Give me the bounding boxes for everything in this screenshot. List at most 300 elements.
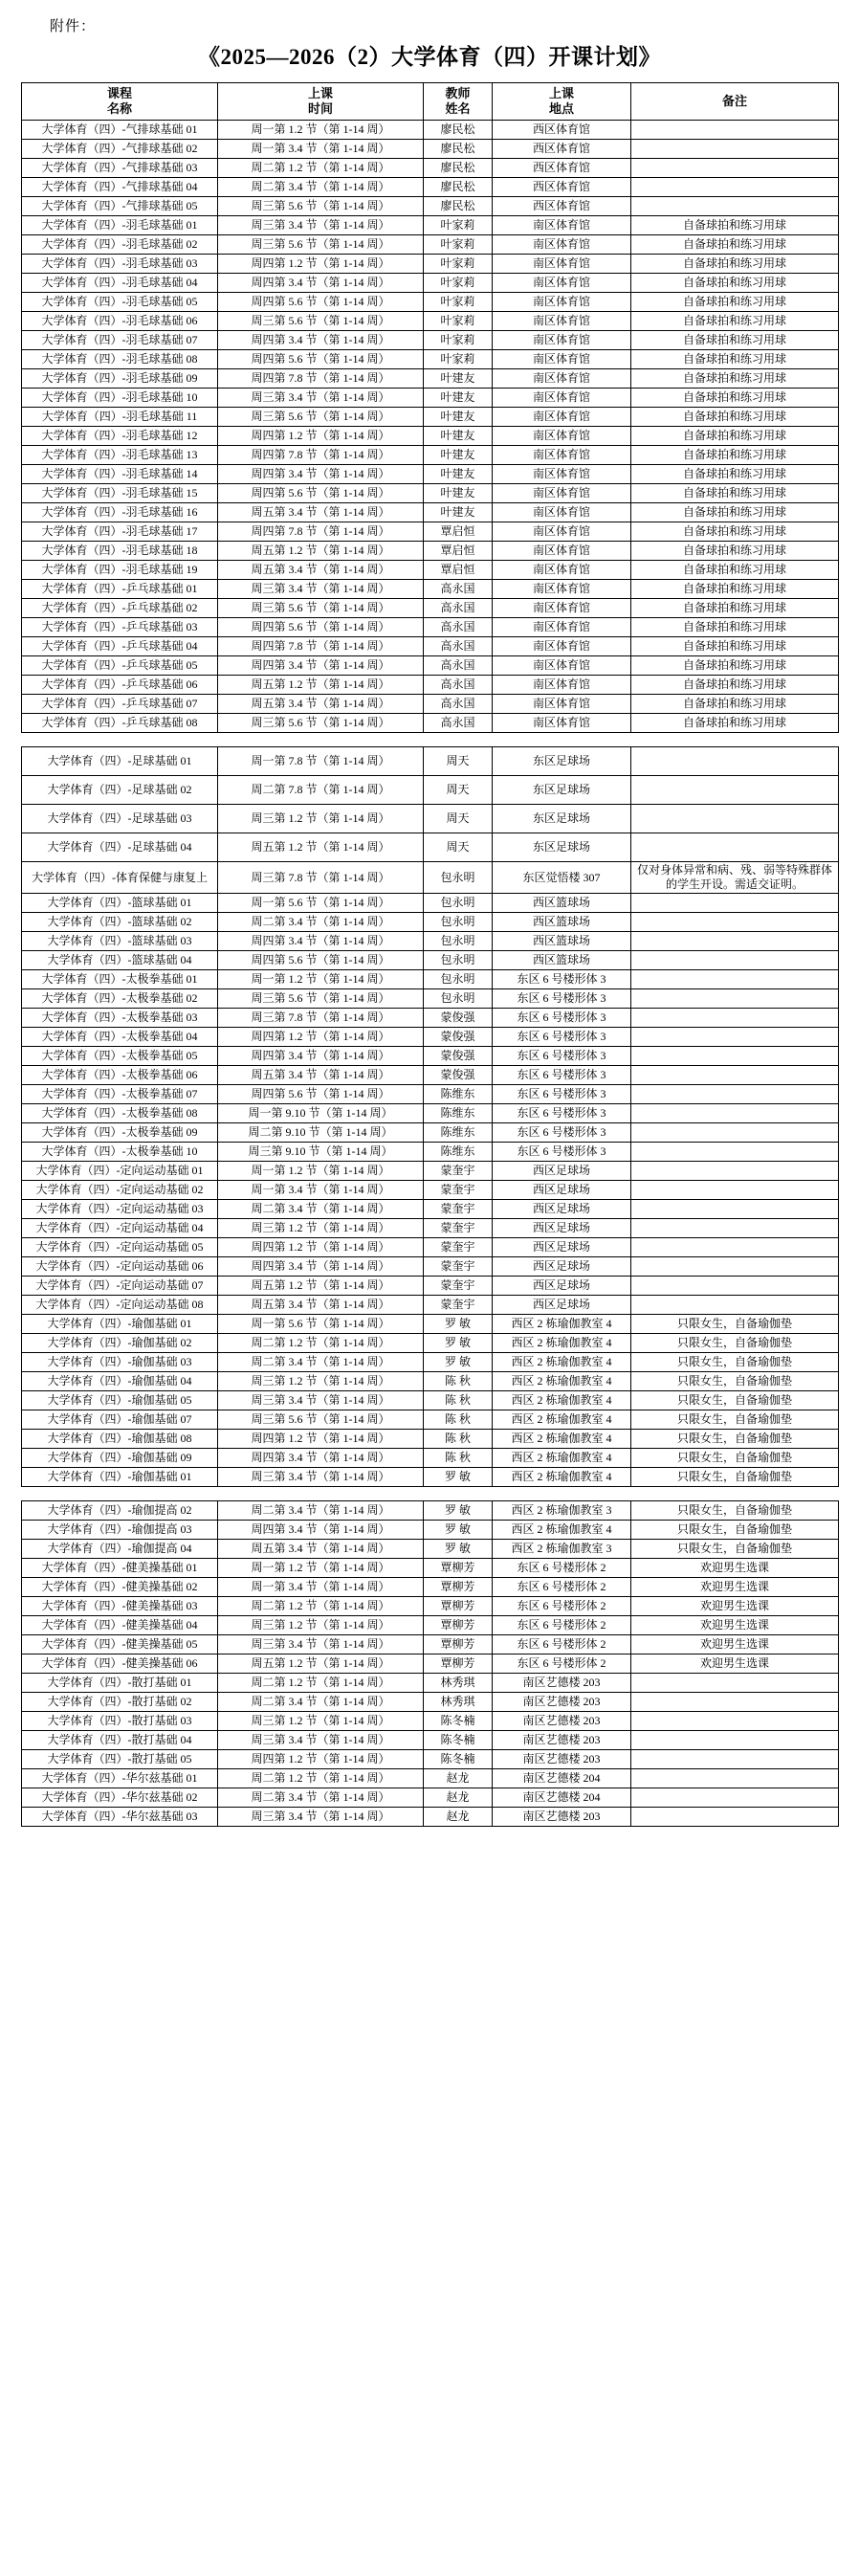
table-body — [22, 121, 839, 1827]
header-line: 备注 — [721, 93, 747, 108]
header-line: 地点 — [548, 101, 574, 116]
cell-note: 自备球拍和练习用球 — [631, 255, 839, 274]
cell-place: 南区体育馆 — [493, 714, 631, 733]
cell-teacher: 陈冬楠 — [424, 1750, 493, 1769]
cell-time: 周四第 3.4 节（第 1-14 周） — [218, 1521, 424, 1540]
cell-time: 周一第 1.2 节（第 1-14 周） — [218, 970, 424, 989]
cell-place: 南区体育馆 — [493, 312, 631, 331]
table-row — [22, 197, 839, 216]
cell-time: 周二第 1.2 节（第 1-14 周） — [218, 1334, 424, 1353]
header-line: 教师 — [445, 85, 471, 100]
cell-note — [631, 913, 839, 932]
cell-time: 周四第 3.4 节（第 1-14 周） — [218, 465, 424, 484]
cell-teacher: 覃柳芳 — [424, 1635, 493, 1654]
cell-time: 周四第 3.4 节（第 1-14 周） — [218, 1257, 424, 1277]
cell-place: 南区体育馆 — [493, 274, 631, 293]
cell-teacher: 高永国 — [424, 580, 493, 599]
cell-teacher: 高永国 — [424, 695, 493, 714]
cell-place: 西区 2 栋瑜伽教室 3 — [493, 1540, 631, 1559]
table-row — [22, 1257, 839, 1277]
cell-place: 南区艺德楼 203 — [493, 1808, 631, 1827]
cell-time: 周四第 5.6 节（第 1-14 周） — [218, 350, 424, 369]
cell-note: 只限女生，自备瑜伽垫 — [631, 1449, 839, 1468]
cell-course: 大学体育（四）-羽毛球基础 06 — [22, 312, 218, 331]
block-separator — [22, 733, 839, 747]
cell-note: 只限女生，自备瑜伽垫 — [631, 1315, 839, 1334]
table-row — [22, 1219, 839, 1238]
cell-course: 大学体育（四）-定向运动基础 08 — [22, 1296, 218, 1315]
cell-note: 自备球拍和练习用球 — [631, 331, 839, 350]
table-row — [22, 1353, 839, 1372]
cell-course: 大学体育（四）-太极拳基础 02 — [22, 989, 218, 1009]
cell-note — [631, 776, 839, 805]
cell-place: 东区 6 号楼形体 2 — [493, 1635, 631, 1654]
header-line: 上课 — [307, 85, 333, 100]
table-row — [22, 140, 839, 159]
cell-place: 东区 6 号楼形体 3 — [493, 989, 631, 1009]
cell-teacher: 高永国 — [424, 599, 493, 618]
table-row — [22, 446, 839, 465]
table-row — [22, 1616, 839, 1635]
cell-course: 大学体育（四）-气排球基础 02 — [22, 140, 218, 159]
cell-course: 大学体育（四）-散打基础 02 — [22, 1693, 218, 1712]
cell-note — [631, 1219, 839, 1238]
cell-course: 大学体育（四）-乒乓球基础 06 — [22, 676, 218, 695]
cell-time: 周一第 3.4 节（第 1-14 周） — [218, 1578, 424, 1597]
cell-course: 大学体育（四）-太极拳基础 08 — [22, 1104, 218, 1123]
cell-time: 周四第 3.4 节（第 1-14 周） — [218, 274, 424, 293]
column-header-note — [631, 83, 839, 121]
cell-teacher: 赵龙 — [424, 1808, 493, 1827]
cell-place: 东区 6 号楼形体 3 — [493, 1047, 631, 1066]
table-row — [22, 1769, 839, 1788]
cell-teacher: 罗 敏 — [424, 1468, 493, 1487]
cell-course: 大学体育（四）-瑜伽基础 01 — [22, 1468, 218, 1487]
cell-course: 大学体育（四）-定向运动基础 05 — [22, 1238, 218, 1257]
cell-course: 大学体育（四）-羽毛球基础 18 — [22, 542, 218, 561]
cell-course: 大学体育（四）-瑜伽基础 07 — [22, 1410, 218, 1430]
cell-teacher: 叶建友 — [424, 465, 493, 484]
column-header-place — [493, 83, 631, 121]
cell-course: 大学体育（四）-篮球基础 01 — [22, 894, 218, 913]
cell-time: 周三第 3.4 节（第 1-14 周） — [218, 580, 424, 599]
cell-place: 南区体育馆 — [493, 446, 631, 465]
cell-time: 周一第 1.2 节（第 1-14 周） — [218, 121, 424, 140]
table-row — [22, 1410, 839, 1430]
cell-teacher: 蒙奎宇 — [424, 1238, 493, 1257]
cell-note — [631, 1674, 839, 1693]
cell-note: 自备球拍和练习用球 — [631, 580, 839, 599]
table-row — [22, 1654, 839, 1674]
page-title: 《2025—2026（2）大学体育（四）开课计划》 — [198, 45, 661, 69]
cell-place: 东区足球场 — [493, 833, 631, 862]
cell-course: 大学体育（四）-篮球基础 03 — [22, 932, 218, 951]
cell-course: 大学体育（四）-足球基础 04 — [22, 833, 218, 862]
cell-note — [631, 1750, 839, 1769]
cell-note — [631, 970, 839, 989]
table-row — [22, 1104, 839, 1123]
column-header-time — [218, 83, 424, 121]
cell-place: 西区足球场 — [493, 1200, 631, 1219]
cell-place: 东区足球场 — [493, 805, 631, 833]
cell-course: 大学体育（四）-足球基础 03 — [22, 805, 218, 833]
cell-time: 周三第 7.8 节（第 1-14 周） — [218, 862, 424, 894]
cell-note: 只限女生，自备瑜伽垫 — [631, 1372, 839, 1391]
table-row — [22, 776, 839, 805]
cell-course: 大学体育（四）-羽毛球基础 12 — [22, 427, 218, 446]
cell-time: 周四第 3.4 节（第 1-14 周） — [218, 1449, 424, 1468]
cell-teacher: 廖民松 — [424, 197, 493, 216]
cell-place: 西区 2 栋瑜伽教室 4 — [493, 1372, 631, 1391]
cell-teacher: 叶建友 — [424, 446, 493, 465]
cell-note: 自备球拍和练习用球 — [631, 695, 839, 714]
cell-place: 西区篮球场 — [493, 932, 631, 951]
cell-time: 周三第 3.4 节（第 1-14 周） — [218, 216, 424, 235]
table-row — [22, 369, 839, 389]
table-row — [22, 1430, 839, 1449]
cell-time: 周三第 3.4 节（第 1-14 周） — [218, 389, 424, 408]
cell-course: 大学体育（四）-瑜伽基础 01 — [22, 1315, 218, 1334]
cell-teacher: 叶家莉 — [424, 216, 493, 235]
cell-teacher: 覃启恒 — [424, 561, 493, 580]
cell-time: 周二第 3.4 节（第 1-14 周） — [218, 1353, 424, 1372]
cell-note: 欢迎男生选课 — [631, 1635, 839, 1654]
cell-course: 大学体育（四）-健美操基础 01 — [22, 1559, 218, 1578]
cell-teacher: 叶家莉 — [424, 331, 493, 350]
cell-teacher: 陈维东 — [424, 1143, 493, 1162]
cell-teacher: 赵龙 — [424, 1788, 493, 1808]
cell-place: 西区篮球场 — [493, 894, 631, 913]
cell-place: 南区艺德楼 203 — [493, 1731, 631, 1750]
table-row — [22, 293, 839, 312]
cell-time: 周五第 3.4 节（第 1-14 周） — [218, 503, 424, 522]
cell-place: 西区足球场 — [493, 1277, 631, 1296]
cell-note: 自备球拍和练习用球 — [631, 676, 839, 695]
table-row — [22, 1372, 839, 1391]
cell-note — [631, 1104, 839, 1123]
cell-teacher: 蒙俊强 — [424, 1047, 493, 1066]
cell-time: 周五第 1.2 节（第 1-14 周） — [218, 542, 424, 561]
cell-note: 只限女生，自备瑜伽垫 — [631, 1410, 839, 1430]
cell-note: 自备球拍和练习用球 — [631, 484, 839, 503]
table-row — [22, 1123, 839, 1143]
table-row — [22, 1162, 839, 1181]
cell-time: 周三第 1.2 节（第 1-14 周） — [218, 1372, 424, 1391]
cell-place: 南区体育馆 — [493, 503, 631, 522]
cell-note: 自备球拍和练习用球 — [631, 235, 839, 255]
cell-note: 自备球拍和练习用球 — [631, 446, 839, 465]
cell-note — [631, 1143, 839, 1162]
cell-place: 东区足球场 — [493, 747, 631, 776]
table-row — [22, 522, 839, 542]
cell-teacher: 蒙奎宇 — [424, 1277, 493, 1296]
cell-note — [631, 894, 839, 913]
cell-time: 周四第 3.4 节（第 1-14 周） — [218, 331, 424, 350]
cell-course: 大学体育（四）-乒乓球基础 08 — [22, 714, 218, 733]
cell-place: 西区篮球场 — [493, 913, 631, 932]
cell-teacher: 蒙奎宇 — [424, 1162, 493, 1181]
cell-time: 周五第 3.4 节（第 1-14 周） — [218, 695, 424, 714]
cell-teacher: 叶家莉 — [424, 235, 493, 255]
cell-course: 大学体育（四）-瑜伽提高 04 — [22, 1540, 218, 1559]
cell-teacher: 覃柳芳 — [424, 1616, 493, 1635]
cell-course: 大学体育（四）-散打基础 05 — [22, 1750, 218, 1769]
cell-course: 大学体育（四）-定向运动基础 04 — [22, 1219, 218, 1238]
cell-time: 周三第 5.6 节（第 1-14 周） — [218, 1410, 424, 1430]
attachment-label: 附件： — [50, 19, 97, 34]
cell-place: 西区足球场 — [493, 1257, 631, 1277]
cell-time: 周二第 1.2 节（第 1-14 周） — [218, 159, 424, 178]
cell-teacher: 包永明 — [424, 989, 493, 1009]
cell-course: 大学体育（四）-羽毛球基础 10 — [22, 389, 218, 408]
cell-teacher: 廖民松 — [424, 121, 493, 140]
header-line: 课程 — [106, 85, 132, 100]
cell-teacher: 周天 — [424, 776, 493, 805]
cell-course: 大学体育（四）-羽毛球基础 04 — [22, 274, 218, 293]
cell-teacher: 包永明 — [424, 913, 493, 932]
cell-note — [631, 140, 839, 159]
column-header-teacher — [424, 83, 493, 121]
cell-note — [631, 1731, 839, 1750]
cell-time: 周五第 3.4 节（第 1-14 周） — [218, 561, 424, 580]
cell-place: 南区体育馆 — [493, 235, 631, 255]
table-row — [22, 714, 839, 733]
cell-time: 周四第 1.2 节（第 1-14 周） — [218, 255, 424, 274]
cell-time: 周二第 3.4 节（第 1-14 周） — [218, 1501, 424, 1521]
cell-place: 西区 2 栋瑜伽教室 4 — [493, 1468, 631, 1487]
cell-course: 大学体育（四）-羽毛球基础 17 — [22, 522, 218, 542]
cell-place: 南区体育馆 — [493, 350, 631, 369]
cell-place: 东区觉悟楼 307 — [493, 862, 631, 894]
cell-time: 周四第 7.8 节（第 1-14 周） — [218, 522, 424, 542]
cell-teacher: 叶家莉 — [424, 255, 493, 274]
cell-time: 周四第 1.2 节（第 1-14 周） — [218, 1238, 424, 1257]
table-row — [22, 389, 839, 408]
cell-time: 周三第 5.6 节（第 1-14 周） — [218, 599, 424, 618]
cell-note: 只限女生，自备瑜伽垫 — [631, 1501, 839, 1521]
cell-note — [631, 1047, 839, 1066]
cell-time: 周三第 3.4 节（第 1-14 周） — [218, 1808, 424, 1827]
header-line: 姓名 — [445, 101, 471, 116]
cell-teacher: 陈维东 — [424, 1085, 493, 1104]
table-row — [22, 1712, 839, 1731]
cell-teacher: 陈 秋 — [424, 1410, 493, 1430]
cell-teacher: 蒙奎宇 — [424, 1296, 493, 1315]
cell-teacher: 叶家莉 — [424, 274, 493, 293]
cell-note — [631, 197, 839, 216]
cell-course: 大学体育（四）-气排球基础 05 — [22, 197, 218, 216]
cell-time: 周四第 5.6 节（第 1-14 周） — [218, 1085, 424, 1104]
cell-time: 周四第 5.6 节（第 1-14 周） — [218, 484, 424, 503]
cell-place: 南区艺德楼 203 — [493, 1750, 631, 1769]
cell-course: 大学体育（四）-散打基础 04 — [22, 1731, 218, 1750]
cell-course: 大学体育（四）-太极拳基础 01 — [22, 970, 218, 989]
cell-place: 西区 2 栋瑜伽教室 4 — [493, 1521, 631, 1540]
table-row — [22, 1597, 839, 1616]
cell-teacher: 包永明 — [424, 894, 493, 913]
cell-place: 东区 6 号楼形体 2 — [493, 1559, 631, 1578]
cell-teacher: 周天 — [424, 833, 493, 862]
cell-note: 欢迎男生选课 — [631, 1616, 839, 1635]
cell-teacher: 高永国 — [424, 676, 493, 695]
cell-note — [631, 1200, 839, 1219]
cell-teacher: 覃柳芳 — [424, 1559, 493, 1578]
cell-teacher: 蒙奎宇 — [424, 1200, 493, 1219]
table-row — [22, 1559, 839, 1578]
cell-time: 周五第 1.2 节（第 1-14 周） — [218, 833, 424, 862]
cell-course: 大学体育（四）-篮球基础 02 — [22, 913, 218, 932]
cell-teacher: 周天 — [424, 805, 493, 833]
cell-place: 东区 6 号楼形体 3 — [493, 1085, 631, 1104]
table-row — [22, 951, 839, 970]
cell-place: 南区体育馆 — [493, 331, 631, 350]
cell-place: 南区体育馆 — [493, 637, 631, 656]
cell-course: 大学体育（四）-太极拳基础 07 — [22, 1085, 218, 1104]
table-row — [22, 1674, 839, 1693]
cell-course: 大学体育（四）-乒乓球基础 07 — [22, 695, 218, 714]
cell-note — [631, 1066, 839, 1085]
cell-place: 南区体育馆 — [493, 599, 631, 618]
cell-teacher: 高永国 — [424, 656, 493, 676]
cell-teacher: 包永明 — [424, 970, 493, 989]
cell-teacher: 蒙俊强 — [424, 1028, 493, 1047]
cell-note: 只限女生，自备瑜伽垫 — [631, 1391, 839, 1410]
cell-teacher: 覃柳芳 — [424, 1578, 493, 1597]
cell-note: 自备球拍和练习用球 — [631, 369, 839, 389]
table-row — [22, 484, 839, 503]
cell-time: 周三第 3.4 节（第 1-14 周） — [218, 1635, 424, 1654]
table-row — [22, 1181, 839, 1200]
cell-place: 南区体育馆 — [493, 522, 631, 542]
table-row — [22, 913, 839, 932]
cell-place: 东区 6 号楼形体 3 — [493, 970, 631, 989]
cell-place: 南区艺德楼 203 — [493, 1712, 631, 1731]
cell-time: 周四第 1.2 节（第 1-14 周） — [218, 1028, 424, 1047]
cell-teacher: 叶家莉 — [424, 293, 493, 312]
cell-time: 周一第 5.6 节（第 1-14 周） — [218, 894, 424, 913]
cell-note — [631, 989, 839, 1009]
cell-note — [631, 951, 839, 970]
cell-teacher: 覃启恒 — [424, 522, 493, 542]
table-row — [22, 747, 839, 776]
cell-place: 东区 6 号楼形体 2 — [493, 1654, 631, 1674]
cell-teacher: 高永国 — [424, 637, 493, 656]
cell-note: 自备球拍和练习用球 — [631, 293, 839, 312]
cell-place: 南区体育馆 — [493, 656, 631, 676]
cell-time: 周五第 3.4 节（第 1-14 周） — [218, 1296, 424, 1315]
cell-teacher: 叶建友 — [424, 408, 493, 427]
cell-place: 西区篮球场 — [493, 951, 631, 970]
table-row — [22, 561, 839, 580]
cell-teacher: 叶家莉 — [424, 312, 493, 331]
cell-time: 周二第 3.4 节（第 1-14 周） — [218, 1200, 424, 1219]
cell-place: 南区体育馆 — [493, 216, 631, 235]
table-row — [22, 235, 839, 255]
table-row — [22, 1066, 839, 1085]
cell-teacher: 覃启恒 — [424, 542, 493, 561]
table-row — [22, 408, 839, 427]
table-row — [22, 178, 839, 197]
cell-note: 自备球拍和练习用球 — [631, 503, 839, 522]
cell-place: 西区 2 栋瑜伽教室 4 — [493, 1353, 631, 1372]
cell-course: 大学体育（四）-羽毛球基础 16 — [22, 503, 218, 522]
cell-place: 西区体育馆 — [493, 159, 631, 178]
table-row — [22, 1277, 839, 1296]
cell-place: 东区 6 号楼形体 3 — [493, 1066, 631, 1085]
table-row — [22, 350, 839, 369]
cell-course: 大学体育（四）-羽毛球基础 14 — [22, 465, 218, 484]
cell-course: 大学体育（四）-羽毛球基础 02 — [22, 235, 218, 255]
cell-place: 西区 2 栋瑜伽教室 4 — [493, 1410, 631, 1430]
table-row — [22, 503, 839, 522]
cell-note: 自备球拍和练习用球 — [631, 561, 839, 580]
cell-time: 周一第 7.8 节（第 1-14 周） — [218, 747, 424, 776]
cell-time: 周二第 3.4 节（第 1-14 周） — [218, 1693, 424, 1712]
cell-course: 大学体育（四）-气排球基础 01 — [22, 121, 218, 140]
table-row — [22, 656, 839, 676]
cell-course: 大学体育（四）-华尔兹基础 02 — [22, 1788, 218, 1808]
cell-place: 南区体育馆 — [493, 427, 631, 446]
cell-course: 大学体育（四）-羽毛球基础 05 — [22, 293, 218, 312]
cell-course: 大学体育（四）-散打基础 01 — [22, 1674, 218, 1693]
cell-teacher: 叶家莉 — [424, 350, 493, 369]
cell-time: 周二第 3.4 节（第 1-14 周） — [218, 178, 424, 197]
cell-place: 西区 2 栋瑜伽教室 3 — [493, 1501, 631, 1521]
cell-note — [631, 178, 839, 197]
cell-teacher: 叶建友 — [424, 369, 493, 389]
cell-course: 大学体育（四）-太极拳基础 06 — [22, 1066, 218, 1085]
cell-time: 周二第 1.2 节（第 1-14 周） — [218, 1674, 424, 1693]
cell-time: 周三第 5.6 节（第 1-14 周） — [218, 714, 424, 733]
cell-place: 东区 6 号楼形体 2 — [493, 1578, 631, 1597]
cell-note: 只限女生，自备瑜伽垫 — [631, 1468, 839, 1487]
cell-note: 只限女生，自备瑜伽垫 — [631, 1430, 839, 1449]
cell-note: 欢迎男生选课 — [631, 1597, 839, 1616]
cell-course: 大学体育（四）-定向运动基础 02 — [22, 1181, 218, 1200]
table-row — [22, 121, 839, 140]
cell-place: 西区 2 栋瑜伽教室 4 — [493, 1430, 631, 1449]
cell-note: 欢迎男生选课 — [631, 1559, 839, 1578]
cell-place: 西区体育馆 — [493, 121, 631, 140]
cell-place: 南区体育馆 — [493, 580, 631, 599]
cell-note: 只限女生，自备瑜伽垫 — [631, 1334, 839, 1353]
cell-teacher: 蒙俊强 — [424, 1066, 493, 1085]
table-row — [22, 1731, 839, 1750]
cell-teacher: 罗 敏 — [424, 1521, 493, 1540]
cell-note: 自备球拍和练习用球 — [631, 542, 839, 561]
cell-course: 大学体育（四）-气排球基础 03 — [22, 159, 218, 178]
cell-place: 南区体育馆 — [493, 369, 631, 389]
cell-course: 大学体育（四）-羽毛球基础 13 — [22, 446, 218, 465]
cell-place: 南区艺德楼 204 — [493, 1769, 631, 1788]
header-line: 名称 — [106, 101, 132, 116]
cell-note — [631, 833, 839, 862]
table-row — [22, 637, 839, 656]
cell-course: 大学体育（四）-乒乓球基础 02 — [22, 599, 218, 618]
cell-teacher: 罗 敏 — [424, 1315, 493, 1334]
cell-time: 周二第 3.4 节（第 1-14 周） — [218, 1788, 424, 1808]
cell-time: 周四第 3.4 节（第 1-14 周） — [218, 1047, 424, 1066]
cell-course: 大学体育（四）-乒乓球基础 03 — [22, 618, 218, 637]
cell-note: 只限女生，自备瑜伽垫 — [631, 1540, 839, 1559]
cell-place: 南区艺德楼 203 — [493, 1674, 631, 1693]
cell-course: 大学体育（四）-定向运动基础 03 — [22, 1200, 218, 1219]
cell-time: 周三第 9.10 节（第 1-14 周） — [218, 1143, 424, 1162]
cell-course: 大学体育（四）-羽毛球基础 11 — [22, 408, 218, 427]
cell-note: 自备球拍和练习用球 — [631, 427, 839, 446]
cell-note — [631, 932, 839, 951]
cell-course: 大学体育（四）-足球基础 01 — [22, 747, 218, 776]
